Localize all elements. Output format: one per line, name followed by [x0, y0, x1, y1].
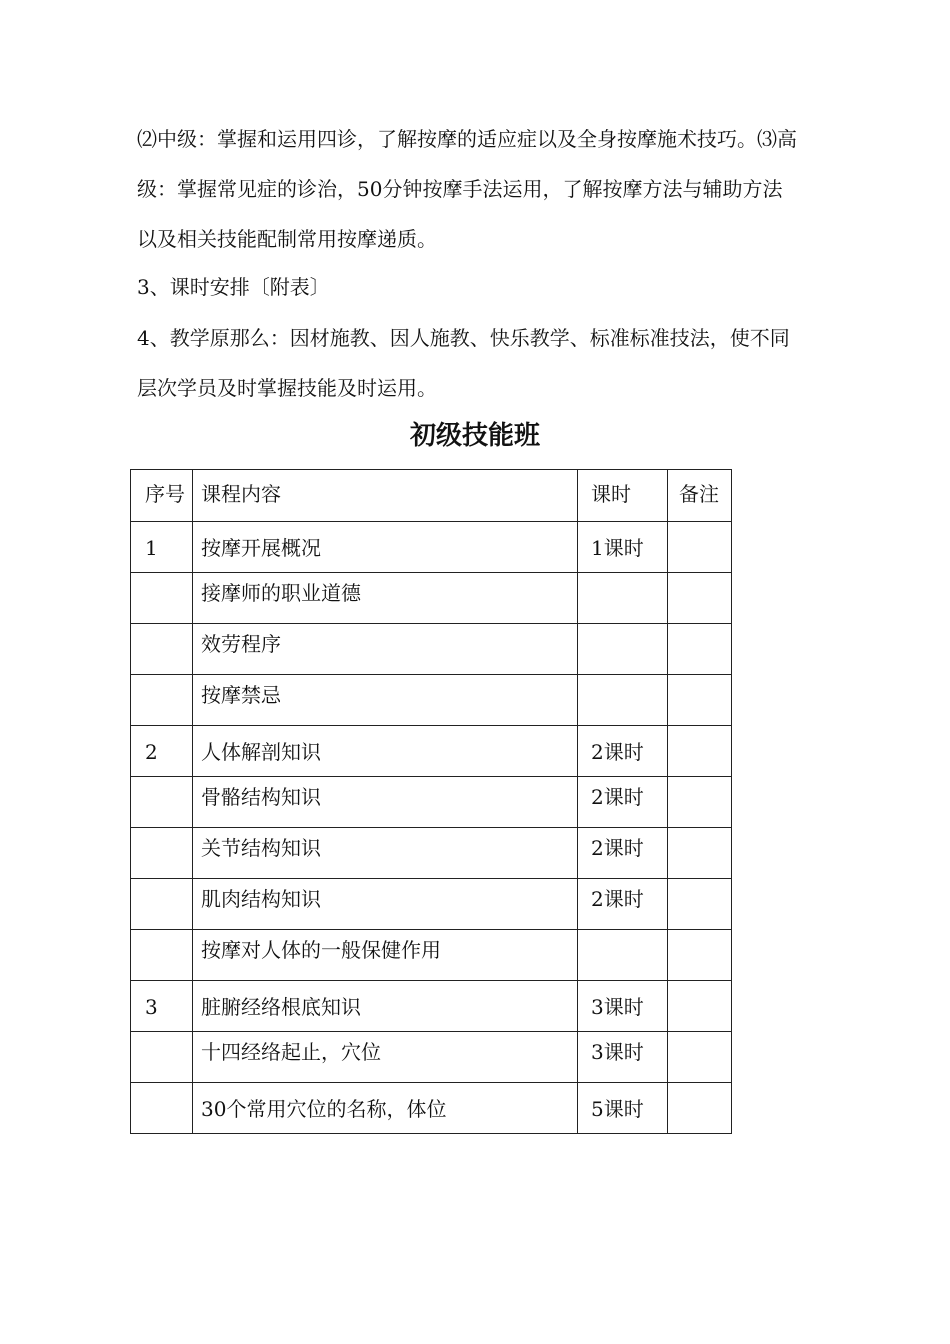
cell-notes — [668, 930, 732, 981]
table-row — [131, 981, 732, 1032]
cell-notes — [668, 879, 732, 930]
cell-notes — [668, 522, 732, 573]
course-table — [130, 469, 732, 1134]
cell-notes — [668, 573, 732, 624]
cell-no — [131, 573, 193, 624]
cell-hours — [578, 930, 668, 981]
cell-content: 脏腑经络根底知识 — [193, 981, 578, 1032]
header-content: 课程内容 — [193, 470, 578, 522]
cell-content: 按摩对人体的一般保健作用 — [193, 930, 578, 981]
cell-hours — [578, 573, 668, 624]
cell-content: 效劳程序 — [193, 624, 578, 675]
header-notes: 备注 — [668, 470, 732, 522]
cell-content: 按摩禁忌 — [193, 675, 578, 726]
paragraph-schedule: 3、课时安排〔附表〕 — [137, 275, 330, 299]
cell-hours: 2课时 — [578, 879, 668, 930]
table-row — [131, 675, 732, 726]
table-row — [131, 828, 732, 879]
cell-content: 人体解剖知识 — [193, 726, 578, 777]
cell-notes — [668, 981, 732, 1032]
cell-content: 按摩开展概况 — [193, 522, 578, 573]
cell-notes — [668, 828, 732, 879]
cell-hours — [578, 675, 668, 726]
table-row — [131, 726, 732, 777]
table-title: 初级技能班 — [409, 421, 540, 451]
table-row — [131, 1083, 732, 1134]
cell-hours: 3课时 — [578, 981, 668, 1032]
cell-content: 30个常用穴位的名称，体位 — [193, 1083, 578, 1134]
cell-notes — [668, 675, 732, 726]
cell-no — [131, 1083, 193, 1134]
cell-hours: 2课时 — [578, 777, 668, 828]
header-hours: 课时 — [578, 470, 668, 522]
cell-hours — [578, 624, 668, 675]
cell-notes — [668, 624, 732, 675]
table-row — [131, 879, 732, 930]
cell-notes — [668, 1032, 732, 1083]
cell-content: 关节结构知识 — [193, 828, 578, 879]
table-header-row — [131, 470, 732, 522]
header-no: 序号 — [131, 470, 193, 522]
cell-notes — [668, 726, 732, 777]
cell-no — [131, 777, 193, 828]
cell-notes — [668, 777, 732, 828]
cell-content: 肌肉结构知识 — [193, 879, 578, 930]
cell-no — [131, 930, 193, 981]
cell-no — [131, 624, 193, 675]
cell-no — [131, 879, 193, 930]
table-row — [131, 1032, 732, 1083]
cell-no — [131, 675, 193, 726]
table-row — [131, 777, 732, 828]
cell-hours: 5课时 — [578, 1083, 668, 1134]
cell-content: 骨骼结构知识 — [193, 777, 578, 828]
table-row — [131, 624, 732, 675]
cell-hours: 2课时 — [578, 726, 668, 777]
cell-hours: 2课时 — [578, 828, 668, 879]
cell-content: 十四经络起止，穴位 — [193, 1032, 578, 1083]
table-row — [131, 573, 732, 624]
table-row — [131, 522, 732, 573]
cell-hours: 1课时 — [578, 522, 668, 573]
cell-content: 接摩师的职业道德 — [193, 573, 578, 624]
cell-hours: 3课时 — [578, 1032, 668, 1083]
cell-no: 2 — [131, 726, 193, 777]
cell-no: 1 — [131, 522, 193, 573]
cell-no — [131, 1032, 193, 1083]
cell-no — [131, 828, 193, 879]
cell-notes — [668, 1083, 732, 1134]
cell-no: 3 — [131, 981, 193, 1032]
paragraph-principles: 4、教学原那么：因材施教、因人施教、快乐教学、标准标准技法，使不同层次学员及时掌握技能及时运用。 — [137, 326, 790, 400]
paragraph-levels: ⑵中级：掌握和运用四诊，了解按摩的适应症以及全身按摩施术技巧。⑶高级：掌握常见症的诊治，50分钟按摩手法运用，了解按摩方法与辅助方法以及相关技能配制常用按摩递质。 — [137, 127, 797, 251]
table-row — [131, 930, 732, 981]
